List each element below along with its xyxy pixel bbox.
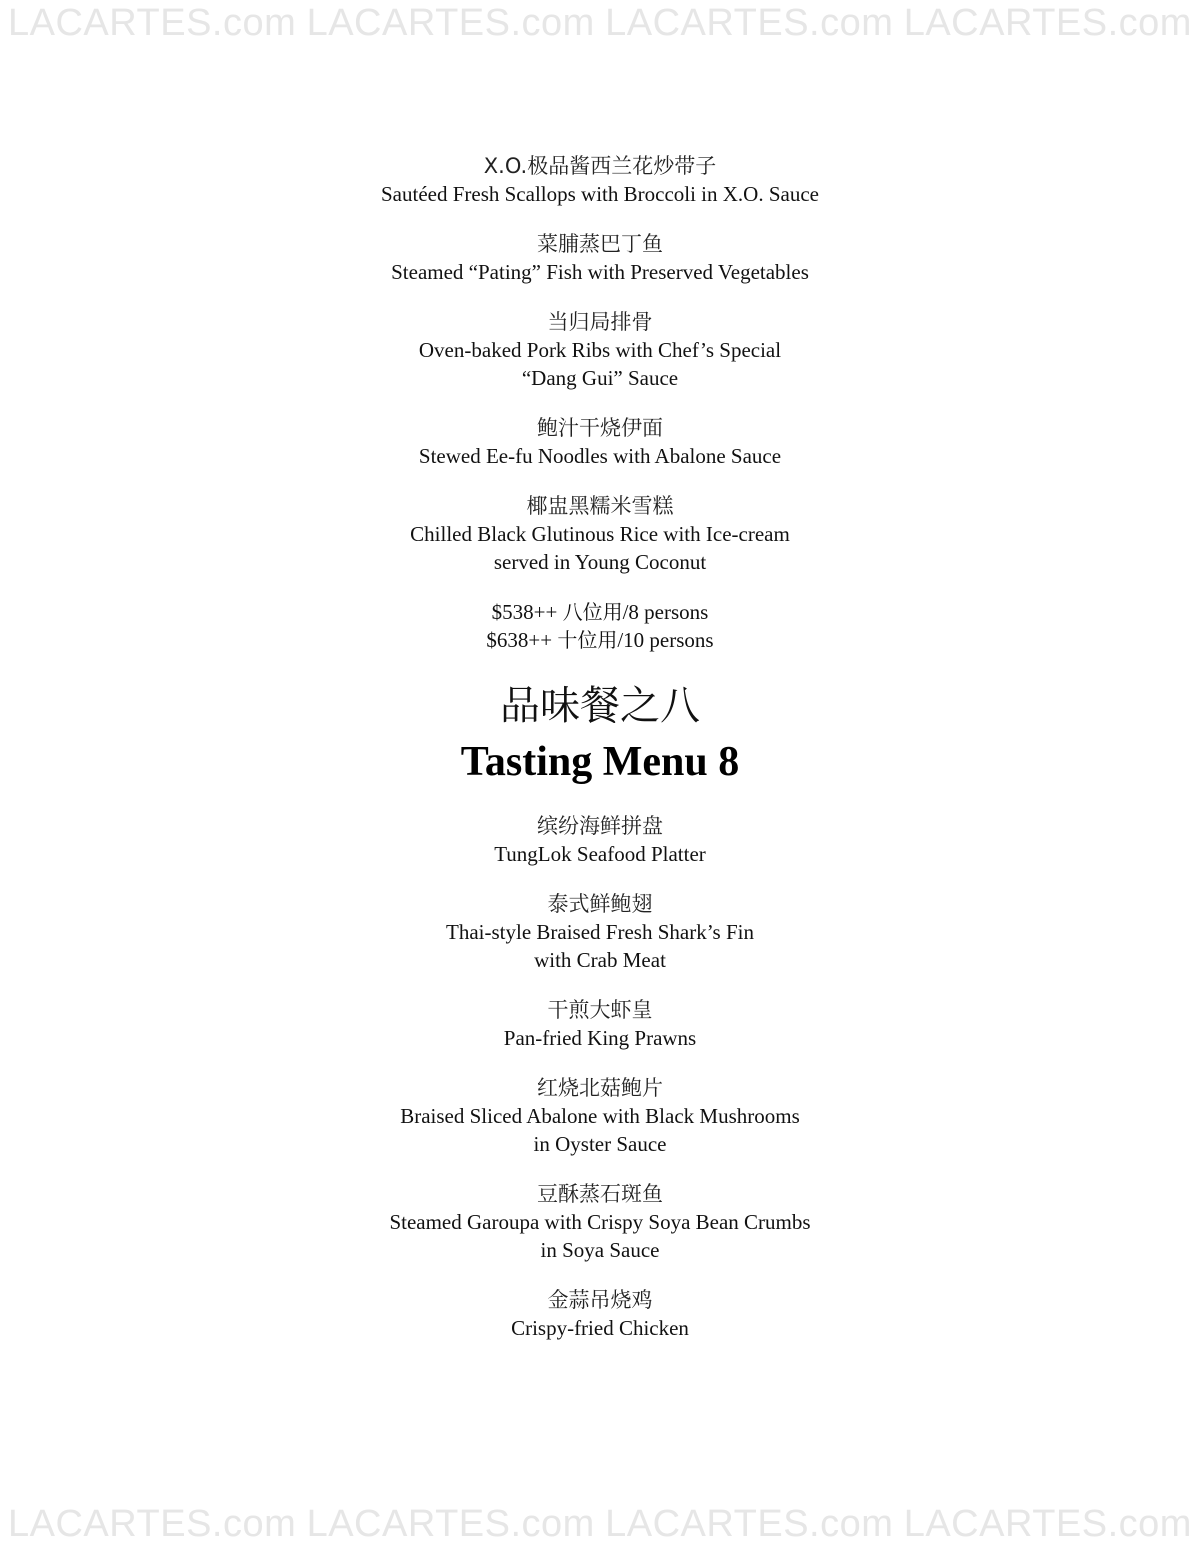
section-title — [0, 678, 1200, 790]
price-amount: $638++ — [486, 628, 553, 652]
watermark-text: LACARTES.com — [903, 1503, 1192, 1545]
menu-dish — [0, 1074, 1200, 1158]
dish-name-english-line2: with Crab Meat — [534, 948, 666, 972]
dish-name-english: Chilled Black Glutinous Rice with Ice-cream — [410, 522, 790, 546]
price-party-english: /10 persons — [617, 628, 714, 652]
dish-name-english: Stewed Ee-fu Noodles with Abalone Sauce — [418, 444, 782, 468]
watermark-text: LACARTES.com — [8, 1503, 297, 1545]
dish-name-english: Thai-style Braised Fresh Shark’s Fin — [446, 920, 754, 944]
price-amount: $538++ — [491, 600, 558, 624]
dish-name-english: Sautéed Fresh Scallops with Broccoli in X.O. Sauce — [380, 182, 819, 206]
dish-name-english: Pan-fried King Prawns — [503, 1026, 697, 1050]
watermark-text: LACARTES.com — [903, 2, 1192, 44]
dish-name-chinese: 红烧北菇鲍片 — [537, 1076, 663, 1100]
price-party-english: /8 persons — [622, 600, 709, 624]
dish-name-english: Oven-baked Pork Ribs with Chef’s Special — [418, 338, 782, 362]
watermark-top — [0, 2, 1200, 52]
dish-name-english: Steamed “Pating” Fish with Preserved Vegetables — [391, 260, 809, 284]
dish-name-english: Steamed Garoupa with Crispy Soya Bean Crumbs — [389, 1210, 811, 1234]
watermark-text: LACARTES.com — [605, 2, 894, 44]
menu-page — [0, 152, 1200, 1364]
watermark-bottom — [0, 1503, 1200, 1553]
dish-name-english-line2: in Soya Sauce — [540, 1238, 660, 1262]
section-title-english: Tasting Menu 8 — [460, 739, 740, 785]
price-party-chinese: 八位用 — [562, 600, 623, 624]
dish-name-chinese: 金蒜吊烧鸡 — [547, 1288, 653, 1312]
price-party-chinese: 十位用 — [557, 628, 618, 652]
watermark-text: LACARTES.com — [306, 1503, 595, 1545]
dish-name-chinese: 泰式鲜鲍翅 — [547, 892, 653, 916]
menu-dish — [0, 152, 1200, 208]
dish-name-english-line2: in Oyster Sauce — [533, 1132, 667, 1156]
menu-dish — [0, 308, 1200, 392]
menu-dish — [0, 230, 1200, 286]
dish-name-chinese: 豆酥蒸石斑鱼 — [537, 1182, 663, 1206]
dish-name-english: TungLok Seafood Platter — [494, 842, 706, 866]
price-block — [0, 598, 1200, 654]
dish-name-english: Braised Sliced Abalone with Black Mushrooms — [400, 1104, 800, 1128]
price-line — [0, 598, 1200, 626]
section-title-chinese: 品味餐之八 — [500, 683, 700, 729]
dish-name-english: Crispy-fried Chicken — [511, 1316, 689, 1340]
price-line — [0, 626, 1200, 654]
menu-dish — [0, 812, 1200, 868]
dish-name-chinese: 缤纷海鲜拼盘 — [537, 814, 663, 838]
menu-dish — [0, 414, 1200, 470]
dish-name-chinese: 菜脯蒸巴丁鱼 — [537, 232, 663, 256]
dish-name-chinese: X.O.极品酱西兰花炒带子 — [483, 154, 717, 178]
watermark-text: LACARTES.com — [605, 1503, 894, 1545]
dish-name-english-line2: served in Young Coconut — [493, 550, 707, 574]
menu-dish — [0, 492, 1200, 576]
dish-name-english-line2: “Dang Gui” Sauce — [521, 366, 679, 390]
menu-dish — [0, 996, 1200, 1052]
dish-name-chinese: 干煎大虾皇 — [547, 998, 653, 1022]
menu-dish — [0, 1286, 1200, 1342]
watermark-text: LACARTES.com — [8, 2, 297, 44]
menu-dish — [0, 890, 1200, 974]
dish-name-chinese: 椰盅黑糯米雪糕 — [526, 494, 674, 518]
dish-name-chinese: 当归局排骨 — [547, 310, 653, 334]
menu-dish — [0, 1180, 1200, 1264]
dish-name-chinese: 鲍汁干烧伊面 — [537, 416, 663, 440]
watermark-text: LACARTES.com — [306, 2, 595, 44]
